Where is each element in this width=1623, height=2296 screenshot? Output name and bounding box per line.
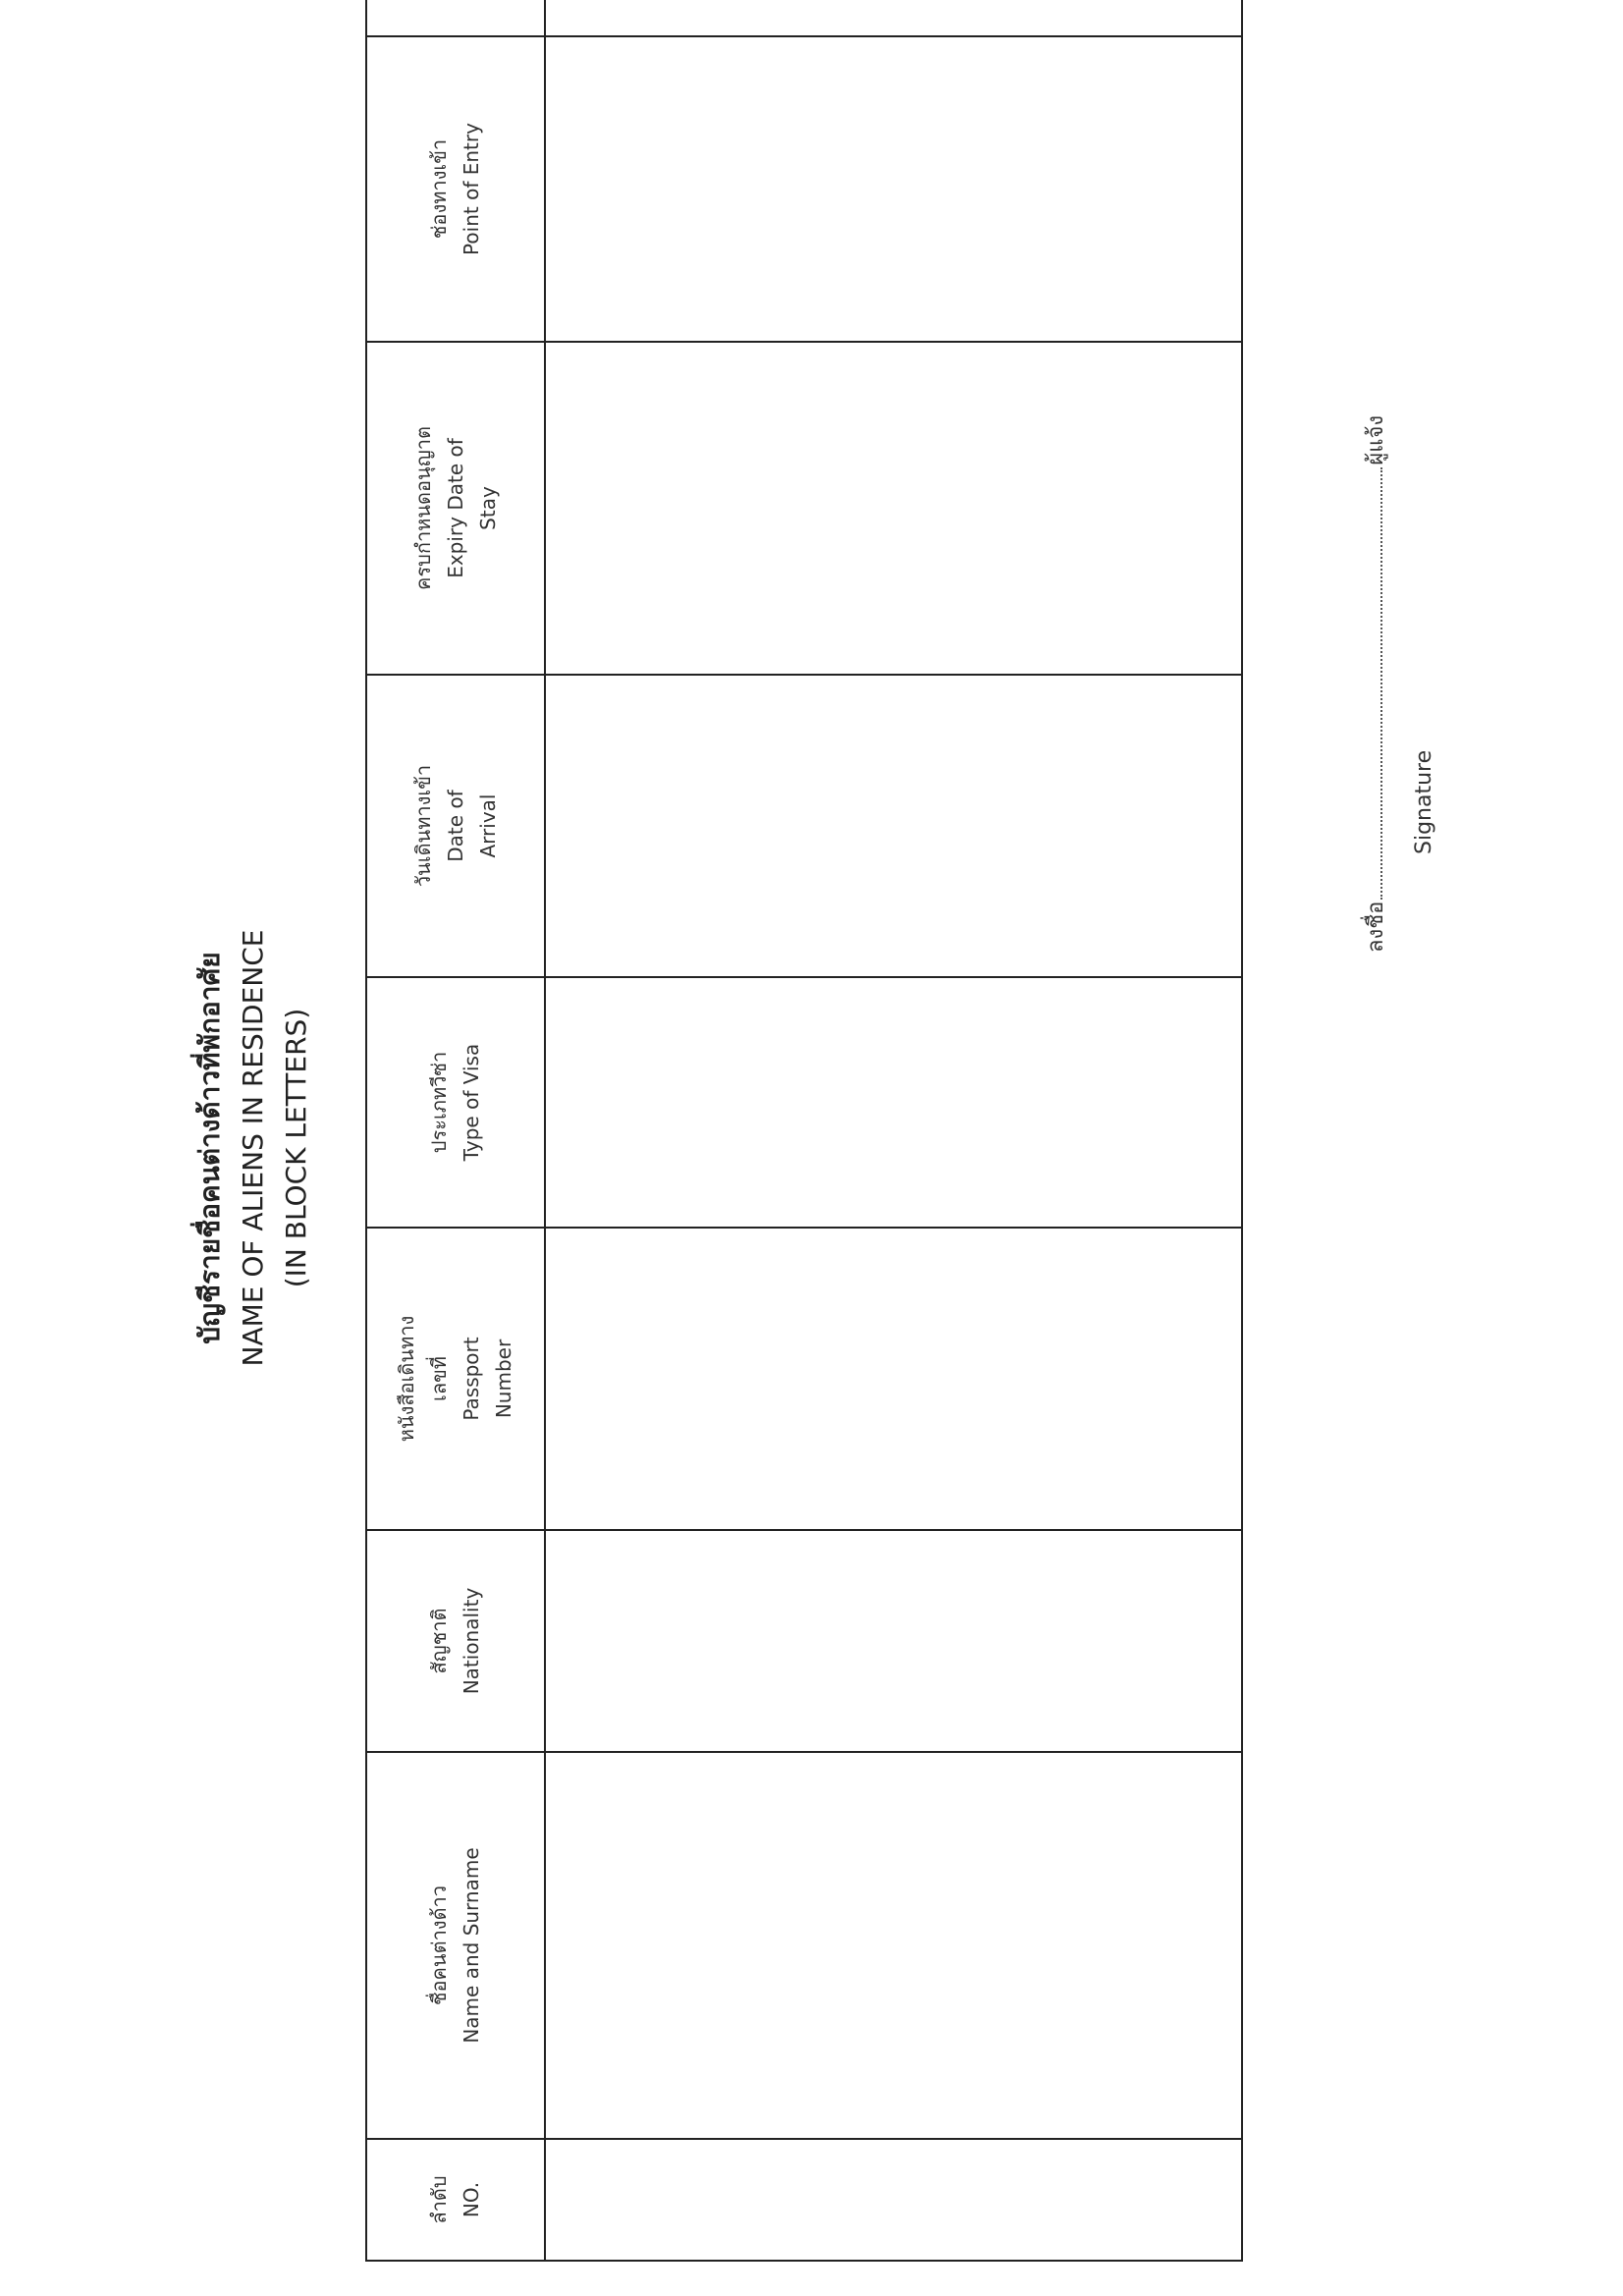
table-cell[interactable] xyxy=(545,675,1242,977)
header-line xyxy=(407,0,440,35)
table-cell[interactable] xyxy=(545,1228,1242,1530)
table-cell[interactable] xyxy=(545,1752,1242,2139)
title-thai: บัญชีรายชื่อคนต่างด้าวที่พักอาศัย xyxy=(193,952,226,1344)
header-line: หนังสือเดินทาง xyxy=(395,1315,418,1443)
column-header xyxy=(366,675,545,977)
header-line: ลำดับ xyxy=(427,2175,451,2224)
table-cell[interactable] xyxy=(545,342,1242,675)
table-header-row xyxy=(366,0,545,2261)
column-header xyxy=(366,2139,545,2261)
header-line: NO. xyxy=(460,2181,483,2218)
title-block xyxy=(189,0,318,2296)
aliens-table xyxy=(365,0,1243,2262)
table-cell[interactable] xyxy=(545,36,1242,342)
header-line: ชื่อคนต่างด้าว xyxy=(427,1885,451,2006)
column-header xyxy=(366,36,545,342)
column-header xyxy=(366,1228,545,1530)
header-line: Number xyxy=(492,1339,515,1419)
header-line: ครบกำหนดอนุญาต xyxy=(410,426,435,590)
header-line: Expiry Date of xyxy=(443,438,467,578)
header-line: Name and Surname xyxy=(460,1847,483,2044)
table-cell[interactable] xyxy=(545,0,1242,36)
header-line: Nationality xyxy=(460,1587,483,1695)
header-line xyxy=(440,0,472,35)
table-cell[interactable] xyxy=(545,977,1242,1228)
informant-label-thai: ผู้แจ้ง xyxy=(1364,414,1388,465)
title-english: NAME OF ALIENS IN RESIDENCE xyxy=(237,929,269,1367)
signature-label-english: Signature xyxy=(1412,749,1436,854)
column-header xyxy=(366,977,545,1228)
header-line: ช่องทางเข้า xyxy=(427,138,451,240)
header-line: วันเดินทางเข้า xyxy=(410,764,435,888)
title-note: (IN BLOCK LETTERS) xyxy=(280,1008,312,1288)
signature-field[interactable] xyxy=(1380,467,1382,900)
table-row xyxy=(545,0,1242,2261)
table-cell[interactable] xyxy=(545,2139,1242,2261)
column-header xyxy=(366,0,545,36)
header-line: Stay xyxy=(475,486,500,530)
header-line: Point of Entry xyxy=(460,123,483,255)
column-header xyxy=(366,1752,545,2139)
table-cell[interactable] xyxy=(545,1530,1242,1752)
header-line: สัญชาติ xyxy=(427,1608,451,1674)
signature-block xyxy=(1358,265,1436,953)
signature-line xyxy=(1358,265,1392,953)
signature-label-thai: ลงชื่อ xyxy=(1364,901,1388,953)
column-header xyxy=(366,342,545,675)
header-line: Passport xyxy=(460,1337,483,1421)
column-header xyxy=(366,1530,545,1752)
header-line: Date of xyxy=(443,790,467,862)
header-line: ประเภทวีซ่า xyxy=(427,1051,451,1154)
header-line: เลขที่ xyxy=(427,1356,451,1401)
header-line: Type of Visa xyxy=(460,1043,483,1162)
header-line xyxy=(472,0,505,35)
header-line: Arrival xyxy=(475,793,500,858)
